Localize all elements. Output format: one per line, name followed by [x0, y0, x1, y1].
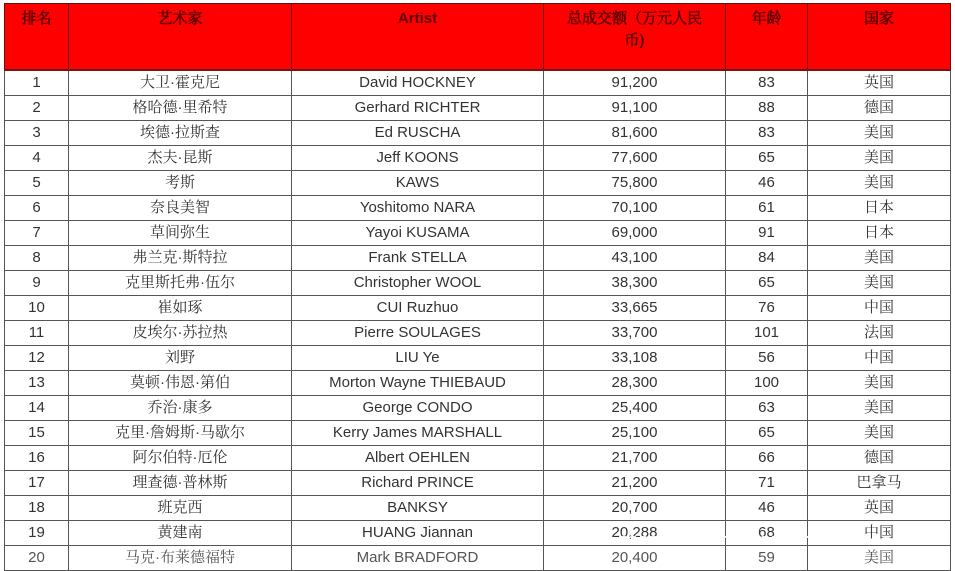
artist-en-cell: Christopher WOOL: [292, 271, 544, 296]
age-cell: 91: [726, 221, 808, 246]
rank-cell: 8: [5, 246, 69, 271]
artist-cn-cell: 阿尔伯特·厄伦: [69, 446, 292, 471]
country-cell: 美国: [808, 546, 951, 571]
age-cell: 65: [726, 271, 808, 296]
artist-en-cell: Frank STELLA: [292, 246, 544, 271]
artist-en-cell: Mark BRADFORD: [292, 546, 544, 571]
header-artist-cn: 艺术家: [69, 4, 292, 71]
country-cell: 美国: [808, 121, 951, 146]
rank-cell: 9: [5, 271, 69, 296]
artist-en-cell: CUI Ruzhuo: [292, 296, 544, 321]
age-cell: 56: [726, 346, 808, 371]
artist-cn-cell: 乔治·康多: [69, 396, 292, 421]
country-cell: 中国: [808, 521, 951, 546]
age-cell: 100: [726, 371, 808, 396]
ranking-table-container: [4, 3, 951, 571]
table-body: [5, 70, 951, 571]
artist-cn-cell: 刘野: [69, 346, 292, 371]
rank-cell: 13: [5, 371, 69, 396]
artist-cn-cell: 埃德·拉斯查: [69, 121, 292, 146]
artist-en-cell: Ed RUSCHA: [292, 121, 544, 146]
country-cell: 法国: [808, 321, 951, 346]
country-cell: 美国: [808, 146, 951, 171]
artist-en-cell: KAWS: [292, 171, 544, 196]
total-cell: 21,700: [544, 446, 726, 471]
total-cell: 20,400: [544, 546, 726, 571]
artist-en-cell: Yayoi KUSAMA: [292, 221, 544, 246]
age-cell: 71: [726, 471, 808, 496]
table-row: [5, 246, 951, 271]
country-cell: 德国: [808, 446, 951, 471]
artist-en-cell: George CONDO: [292, 396, 544, 421]
table-row: [5, 146, 951, 171]
artist-en-cell: Kerry James MARSHALL: [292, 421, 544, 446]
age-cell: 76: [726, 296, 808, 321]
artist-cn-cell: 奈良美智: [69, 196, 292, 221]
table-row: [5, 446, 951, 471]
header-age: 年龄: [726, 4, 808, 71]
header-total: 总成交额（万元人民币): [544, 4, 726, 71]
country-cell: 中国: [808, 346, 951, 371]
total-cell: 77,600: [544, 146, 726, 171]
rank-cell: 7: [5, 221, 69, 246]
artist-cn-cell: 克里斯托弗·伍尔: [69, 271, 292, 296]
country-cell: 美国: [808, 396, 951, 421]
artist-en-cell: Richard PRINCE: [292, 471, 544, 496]
total-cell: 33,108: [544, 346, 726, 371]
total-cell: 33,700: [544, 321, 726, 346]
age-cell: 59: [726, 546, 808, 571]
total-cell: 20,288: [544, 521, 726, 546]
rank-cell: 11: [5, 321, 69, 346]
header-country: 国家: [808, 4, 951, 71]
rank-cell: 3: [5, 121, 69, 146]
artist-cn-cell: 杰夫·昆斯: [69, 146, 292, 171]
header-artist-en: Artist: [292, 4, 544, 71]
total-cell: 69,000: [544, 221, 726, 246]
rank-cell: 20: [5, 546, 69, 571]
artist-cn-cell: 弗兰克·斯特拉: [69, 246, 292, 271]
table-row: [5, 471, 951, 496]
artist-en-cell: BANKSY: [292, 496, 544, 521]
total-cell: 43,100: [544, 246, 726, 271]
artist-cn-cell: 草间弥生: [69, 221, 292, 246]
country-cell: 英国: [808, 70, 951, 96]
total-cell: 21,200: [544, 471, 726, 496]
artist-en-cell: Albert OEHLEN: [292, 446, 544, 471]
age-cell: 63: [726, 396, 808, 421]
artist-cn-cell: 班克西: [69, 496, 292, 521]
total-cell: 20,700: [544, 496, 726, 521]
artist-cn-cell: 马克·布莱德福特: [69, 546, 292, 571]
table-row: [5, 321, 951, 346]
rank-cell: 15: [5, 421, 69, 446]
total-cell: 70,100: [544, 196, 726, 221]
country-cell: 日本: [808, 196, 951, 221]
artist-en-cell: Gerhard RICHTER: [292, 96, 544, 121]
rank-cell: 16: [5, 446, 69, 471]
artist-cn-cell: 大卫·霍克尼: [69, 70, 292, 96]
header-rank: 排名: [5, 4, 69, 71]
table-row: [5, 346, 951, 371]
age-cell: 46: [726, 171, 808, 196]
age-cell: 65: [726, 146, 808, 171]
total-cell: 75,800: [544, 171, 726, 196]
artist-cn-cell: 黄建南: [69, 521, 292, 546]
artist-en-cell: LIU Ye: [292, 346, 544, 371]
country-cell: 日本: [808, 221, 951, 246]
artist-cn-cell: 格哈德·里希特: [69, 96, 292, 121]
artist-en-cell: David HOCKNEY: [292, 70, 544, 96]
country-cell: 英国: [808, 496, 951, 521]
table-row: [5, 521, 951, 546]
header-row: [5, 4, 951, 71]
artist-ranking-table: [4, 3, 951, 571]
table-row: [5, 70, 951, 96]
age-cell: 101: [726, 321, 808, 346]
artist-en-cell: Pierre SOULAGES: [292, 321, 544, 346]
total-cell: 25,100: [544, 421, 726, 446]
country-cell: 美国: [808, 271, 951, 296]
rank-cell: 1: [5, 70, 69, 96]
table-row: [5, 371, 951, 396]
country-cell: 德国: [808, 96, 951, 121]
artist-cn-cell: 克里·詹姆斯·马歇尔: [69, 421, 292, 446]
age-cell: 46: [726, 496, 808, 521]
rank-cell: 17: [5, 471, 69, 496]
rank-cell: 18: [5, 496, 69, 521]
artist-en-cell: Morton Wayne THIEBAUD: [292, 371, 544, 396]
table-row: [5, 196, 951, 221]
table-row: [5, 271, 951, 296]
table-row: [5, 171, 951, 196]
table-row: [5, 296, 951, 321]
table-row: [5, 96, 951, 121]
rank-cell: 5: [5, 171, 69, 196]
age-cell: 84: [726, 246, 808, 271]
country-cell: 美国: [808, 421, 951, 446]
age-cell: 61: [726, 196, 808, 221]
total-cell: 33,665: [544, 296, 726, 321]
age-cell: 83: [726, 121, 808, 146]
artist-cn-cell: 考斯: [69, 171, 292, 196]
country-cell: 美国: [808, 371, 951, 396]
artist-cn-cell: 莫顿·伟恩·第伯: [69, 371, 292, 396]
total-cell: 25,400: [544, 396, 726, 421]
table-row: [5, 396, 951, 421]
total-cell: 81,600: [544, 121, 726, 146]
rank-cell: 10: [5, 296, 69, 321]
rank-cell: 19: [5, 521, 69, 546]
artist-en-cell: Jeff KOONS: [292, 146, 544, 171]
age-cell: 83: [726, 70, 808, 96]
total-cell: 28,300: [544, 371, 726, 396]
artist-en-cell: Yoshitomo NARA: [292, 196, 544, 221]
rank-cell: 14: [5, 396, 69, 421]
rank-cell: 12: [5, 346, 69, 371]
total-cell: 91,200: [544, 70, 726, 96]
total-cell: 38,300: [544, 271, 726, 296]
table-row: [5, 496, 951, 521]
age-cell: 88: [726, 96, 808, 121]
total-cell: 91,100: [544, 96, 726, 121]
rank-cell: 4: [5, 146, 69, 171]
rank-cell: 2: [5, 96, 69, 121]
age-cell: 65: [726, 421, 808, 446]
artist-en-cell: HUANG Jiannan: [292, 521, 544, 546]
rank-cell: 6: [5, 196, 69, 221]
age-cell: 68: [726, 521, 808, 546]
age-cell: 66: [726, 446, 808, 471]
country-cell: 美国: [808, 171, 951, 196]
artist-cn-cell: 理查德·普林斯: [69, 471, 292, 496]
table-row: [5, 121, 951, 146]
country-cell: 中国: [808, 296, 951, 321]
table-row: [5, 421, 951, 446]
country-cell: 巴拿马: [808, 471, 951, 496]
table-row: [5, 221, 951, 246]
country-cell: 美国: [808, 246, 951, 271]
artist-cn-cell: 皮埃尔·苏拉热: [69, 321, 292, 346]
artist-cn-cell: 崔如琢: [69, 296, 292, 321]
